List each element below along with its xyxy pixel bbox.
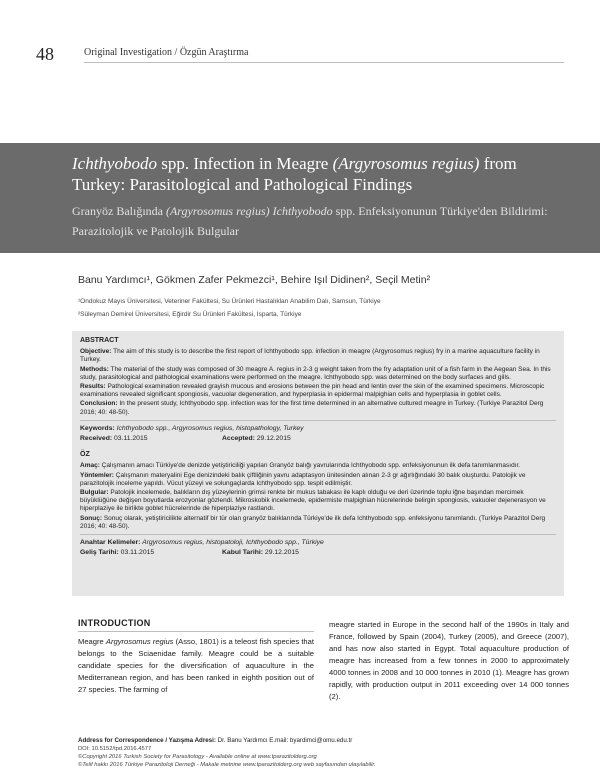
title-en-part-3: (Argyrosomus regius) [332,154,480,173]
amac-text: Çalışmanın amacı Türkiye'de denizde yetiştiriciliği yapılan Granyöz balığı yavrularında Ichthyobodo spp. enfeksiyonunun ilk defa tanımlanmasıdır. [99,462,521,470]
objective-label: Objective: [80,348,112,356]
title-en-part-4: from Turkey: Parasitological and Pathological Findings [72,154,517,194]
yontemler-label: Yöntemler: [80,471,114,479]
accepted-date [222,435,291,443]
correspondence-text: Dr. Banu Yardımcı E.mail: byardimci@omu.edu.tr [215,737,353,744]
title-en-part-1: Ichthyobodo [72,154,157,173]
correspondence-label: Address for Correspondence / Yazışma Adresi: [78,737,216,744]
conclusion-label: Conclusion: [80,400,118,408]
introduction-paragraph [78,636,314,696]
correspondence [78,737,564,745]
kabul-label: Kabul Tarihi: [222,549,264,557]
oz-heading: ÖZ [80,451,90,459]
oz-bulgular [80,489,556,514]
bulgular-label: Bulgular: [80,489,109,497]
amac-label: Amaç: [80,462,100,470]
author-list: Banu Yardımcı¹, Gökmen Zafer Pekmezci¹, Behire Işıl Didinen², Seçil Metin² [78,274,431,286]
results-label: Results: [80,383,106,391]
oz-amac [80,462,556,470]
title-english [72,153,560,195]
intro-part-3: (Asso, 1801) is a teleost fish species that belongs to the Sciaenidae family. Meagre could be a suitable candidate species for the diversification of aquaculture in the Mediterranean region, and has been ranked in eighth position out of 27 species. The farming of [78,637,314,694]
conclusion-text: In the present study, Ichthyobodo spp. infection was for the first time determined in an alternative cultured meagre in Turkey. (Turkiye Parazitol Derg 2016; 40: 48-50). [80,400,544,416]
title-band [0,143,600,253]
yontemler-text: Çalışmanın materyalini Ege denizindeki balık çiftliğinin yavru adaptasyon ünitesinden alınan 2-3 gr ağırlığındaki 30 balık oluşturdu. Patolojik ve parazitolojik inceleme yapıldı. Vücut yüzeyi ve solungaçlarda Ichthyobodo spp. tespit edilmiştir. [80,471,526,487]
keywords-text: Ichthyobodo spp., Argyrosomus regius, histopathology, Turkey [114,424,304,432]
received-label: Received: [80,435,113,443]
title-tr-part-3: spp. Enfeksiyonunun Türkiye'den Bildirimi: Parazitolojik ve Patolojik Bulgular [72,204,548,238]
accepted-value: 29.12.2015 [254,435,291,443]
title-tr-part-1: Granyöz Balığında [72,204,166,218]
received-value: 03.11.2015 [112,435,148,443]
abstract-box [72,331,564,596]
bulgular-text: Patolojik incelemede, balıkların dış yüzeylerinin grimsi renkte bir mukus tabakası ile kaplı olduğu ve deri üzerinde toplu iğne başından mercimek büyüklüğüne değişen boyutlarda erozyonlar gözlendi. Mikroskobik incelemede, epidermiste malpighian hücrelerinde belirgin spongiosis, vakuoler dejenerasyon ve hiperplaziye ile birlikte goblet hücrelerinde de hiperplaziye rastlandı. [80,489,546,513]
affiliation-2: ²Süleyman Demirel Üniversitesi, Eğirdir Su Ürünleri Fakültesi, Isparta, Türkiye [78,311,302,318]
anahtar-label: Anahtar Kelimeler: [80,539,141,547]
gelis-date [80,549,222,557]
gelis-label: Geliş Tarihi: [80,549,119,557]
gelis-value: 03.11.2015 [118,549,155,557]
oz-sonuc [80,515,556,531]
abstract-objective [80,348,556,364]
doi: DOI: 10.5152/tpd.2016.4577 [78,746,152,752]
title-tr-part-2: (Argyrosomus regius) Ichthyobodo [165,204,333,218]
sonuc-label: Sonuç: [80,514,103,522]
anahtar-text: Argyrosomus regius, histopatoloji, Ichthyobodo spp., Türkiye [140,539,324,547]
methods-text: The material of the study was composed of 30 meagre A. regius in 2-3 g weight taken from the fry adaptation unit of a fish farm in the Aegean Sea. In this study, parasitological and pathological examinations were performed on the meagre. Ichthyobodo spp. was determined on the body surfaces and gills. [80,365,551,381]
left-column [78,618,314,696]
footer [78,737,564,769]
methods-label: Methods: [80,365,109,373]
kabul-date [222,549,299,557]
abstract-methods [80,366,556,382]
right-column [329,619,569,703]
results-text: Pathological examination revealed grayish mucous and erosions between the pin head and lentin over the skin of the examined specimens. Microscopic examinations revealed significant spongiosis, vacuolar degeneration, and hyperplasia in epidermal malpighian cells and hyperplasia in goblet cells. [80,383,545,399]
kabul-value: 29.12.2015 [263,549,299,557]
anahtar-kelimeler [80,539,556,547]
title-en-part-2: spp. Infection in Meagre [156,154,333,173]
abstract-results [80,383,556,399]
keywords [80,425,556,433]
introduction-heading: INTRODUCTION [78,618,314,632]
right-column-paragraph: meagre started in Europe in the second half of the 1990s in Italy and France, followed by Spain (2004), Turkey (2005), and Greece (2007), and has now also started in Egypt. Total aquaculture production of meagre has increased from a few tonnes in 2000 to approximately 4000 tonnes in 2008 and 10 000 tonnes in 2010 (1). Meagre has grown rapidly, with production output in 2011 exceeding over 14 000 tonnes (2). [329,620,569,701]
header-rule [84,62,564,63]
title-turkish [72,201,560,241]
running-head: Original Investigation / Özgün Araştırma [84,47,249,58]
oz-yontemler [80,472,556,488]
box-rule-1 [80,420,556,421]
affiliation-1: ¹Ondokuz Mayıs Üniversitesi, Veteriner Fakültesi, Su Ürünleri Hastalıkları Anabilim Dalı, Samsun, Türkiye [78,298,381,305]
received-date [80,435,222,443]
sonuc-text: Sonuç olarak, yetiştiricilikte alternatif bir tür olan granyöz balıklarında Türkiye'de ilk defa Ichthyobodo spp. enfeksiyonu tanımlandı. (Turkiye Parazitol Derg 2016; 40: 48-50). [80,514,546,530]
accepted-label: Accepted: [222,435,255,443]
copyright-tr: ©Telif hakkı 2016 Türkiye Parazitoloji Derneği - Makale metnine www.tparazitolderg.org web sayfasından ulaşılabilir. [78,762,376,768]
intro-part-1: Meagre [78,637,106,646]
page-number: 48 [36,44,54,64]
objective-text: The aim of this study is to describe the first report of Ichthyobodo spp. infection in meagre (Argyrosomus regius) fry in a marine aquaculture facility in Turkey. [80,348,540,364]
box-rule-2 [80,534,556,535]
abstract-dates [80,435,556,443]
intro-part-2: Argyrosomus regius [105,637,174,646]
abstract-heading: ABSTRACT [80,337,119,344]
abstract-conclusion [80,400,556,416]
keywords-label: Keywords: [80,424,115,432]
copyright-en: ©Copyright 2016 Turkish Society for Parasitology - Available online at www.tparazitolderg.org [78,754,317,760]
oz-dates [80,549,556,557]
